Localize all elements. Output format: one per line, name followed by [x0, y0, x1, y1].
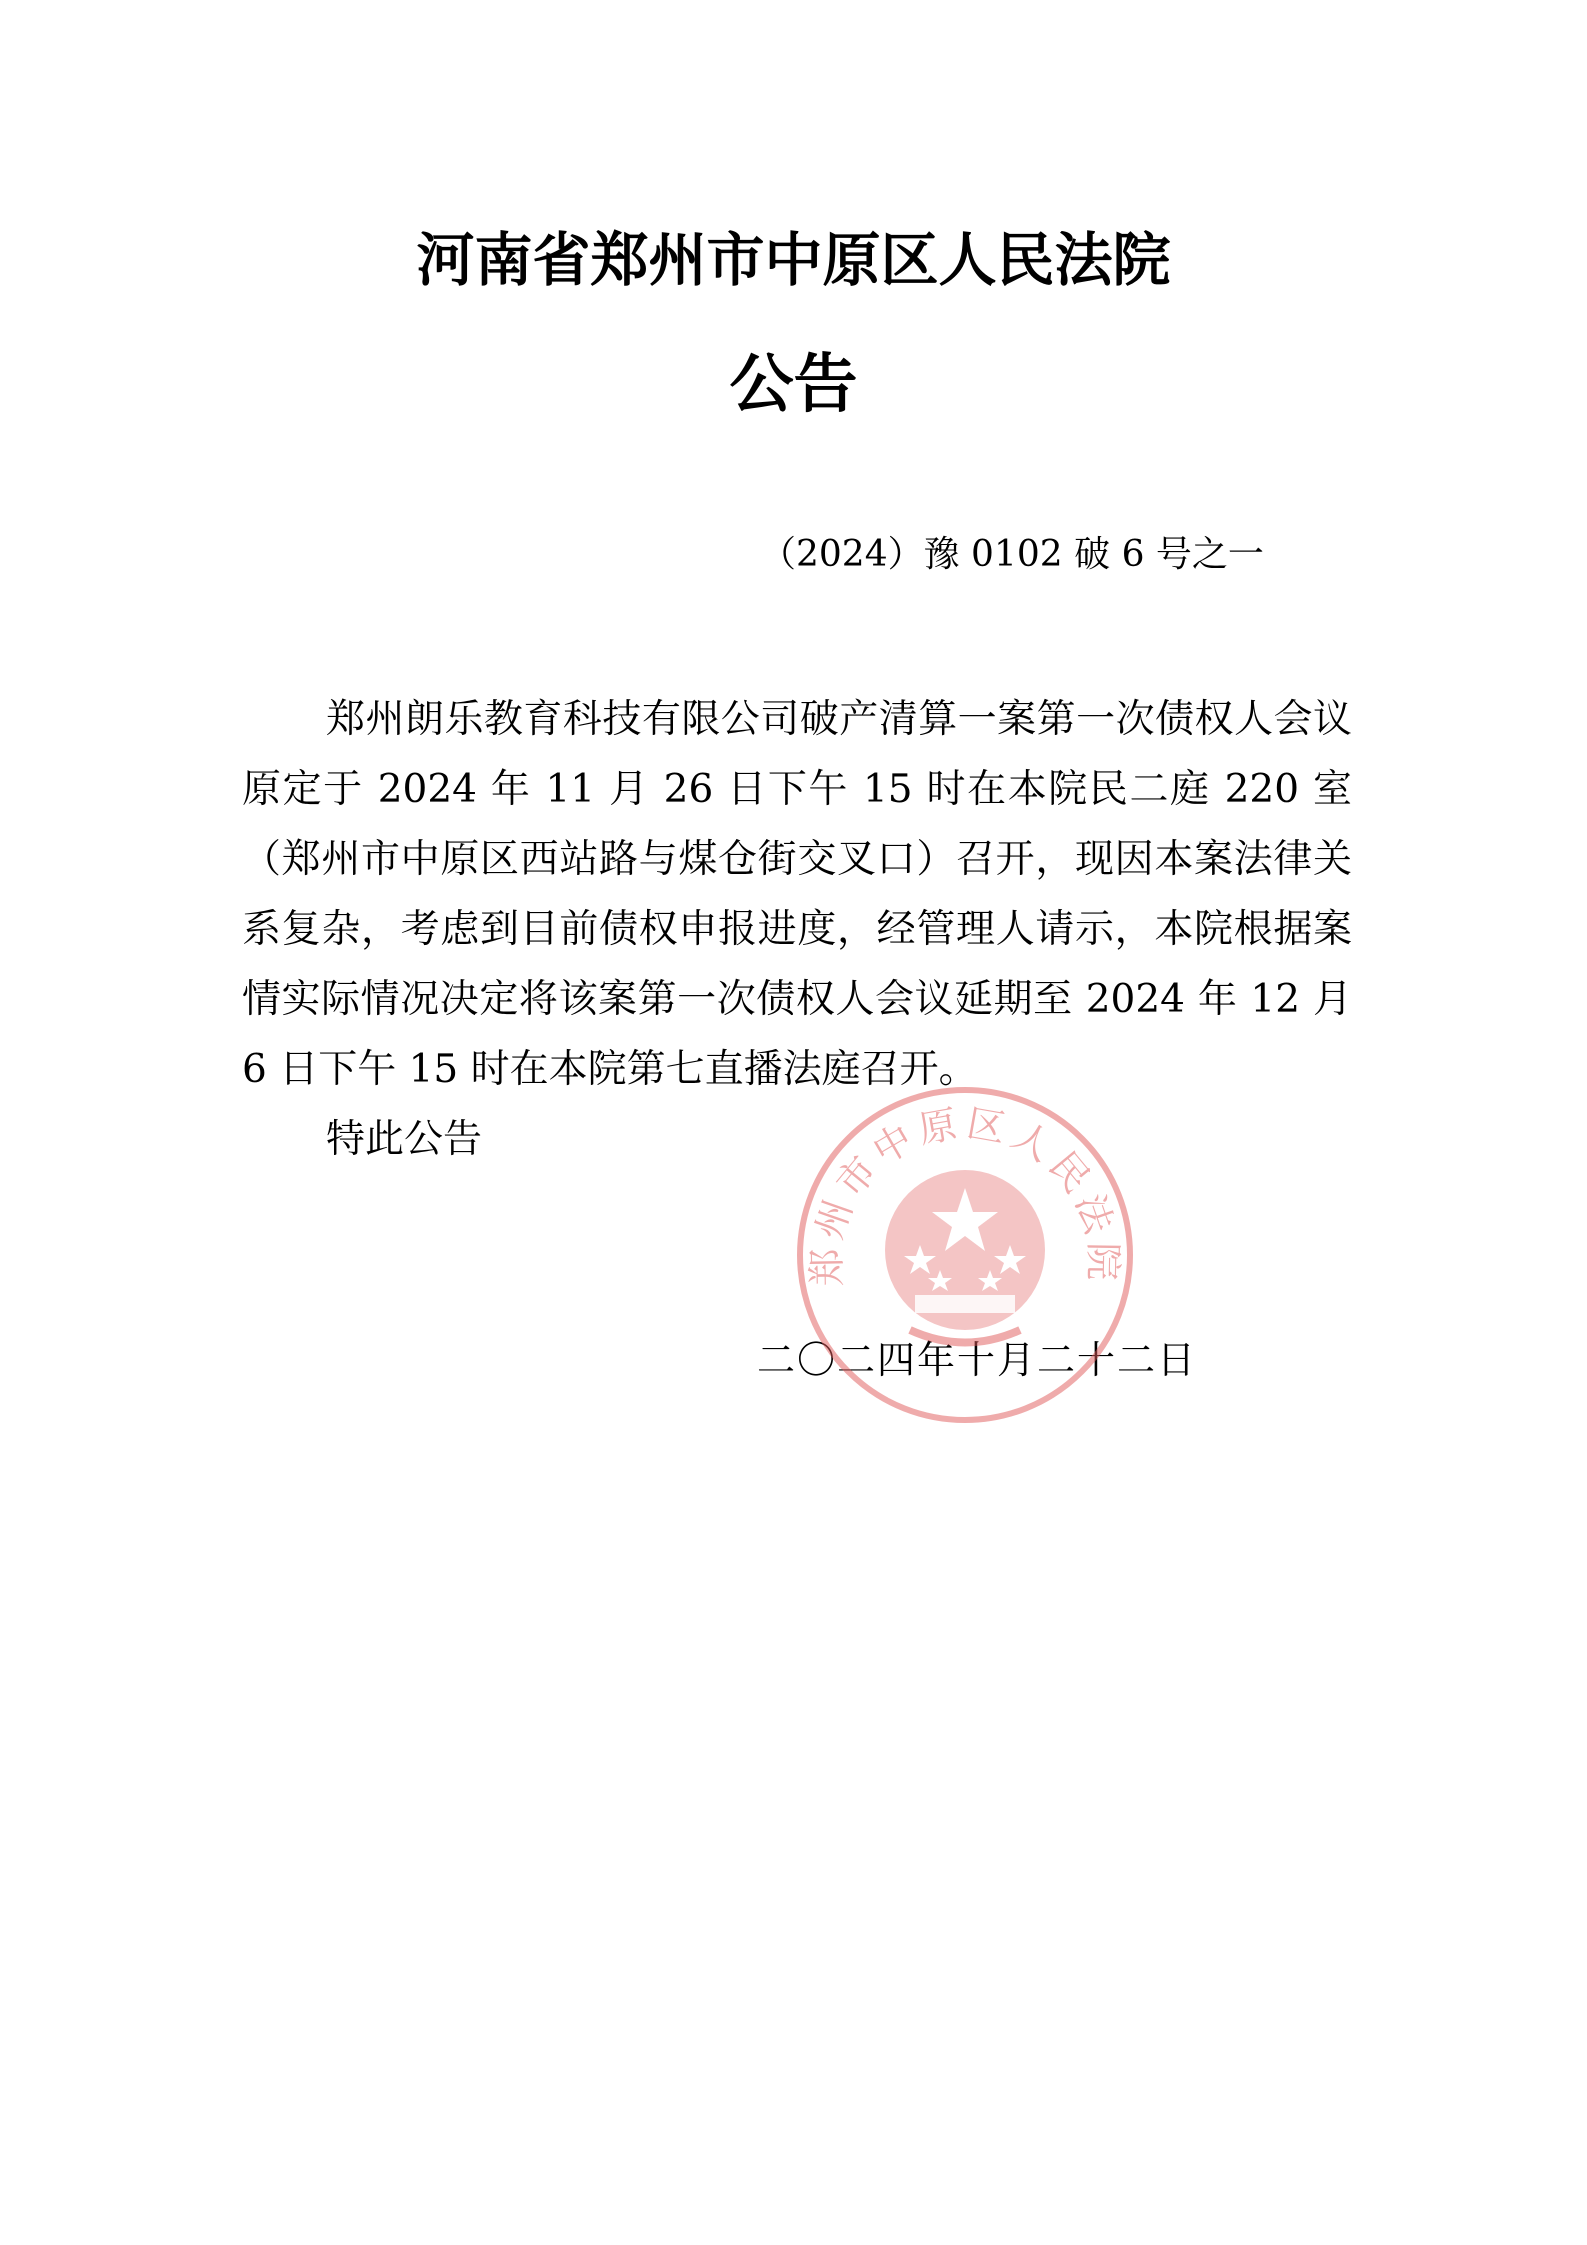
- notice-body: 郑州朗乐教育科技有限公司破产清算一案第一次债权人会议原定于 2024 年 11 月 26 日下午 15 时在本院民二庭 220 室（郑州市中原区西站路与煤仓街交叉口）召开，现因本案法律关系复杂，考虑到目前债权申报进度，经管理人请示，本院根据案情实际情况决定将该案第一次债权人会议延期至 2024 年 12 月 6 日下午 15 时在本院第七直播法庭召开。: [242, 697, 1352, 1092]
- seal-text: 郑州市中原区人民法院: [804, 1100, 1126, 1287]
- seal-lettering: [805, 1101, 1126, 1287]
- signature-date: 二〇二四年十月二十二日: [757, 1338, 1198, 1382]
- notice-closing: 特此公告: [326, 1117, 483, 1162]
- document-title: 公告: [729, 348, 858, 422]
- case-number: （2024）豫 0102 破 6 号之一: [760, 534, 1264, 575]
- court-name: 河南省郑州市中原区人民法院: [416, 226, 1171, 294]
- national-emblem-icon: [885, 1170, 1045, 1343]
